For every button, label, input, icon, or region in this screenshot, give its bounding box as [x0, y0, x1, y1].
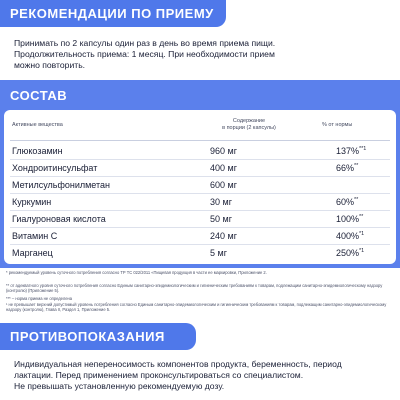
- norm-value: 400%: [336, 231, 360, 241]
- footnote: ** от адекватного уровня суточного потребления согласно Единым санитарно-эпидемиологическим и гигиеническим требованиям к товарам, подлежащим санитарно-эпидемиологическому надзору (контролю) (Приложение 5).: [6, 283, 383, 293]
- contraindications-line: Индивидуальная непереносимость компонентов продукта, беременность, период: [14, 359, 342, 369]
- table-row: [10, 228, 390, 245]
- table-row: [10, 143, 390, 160]
- table-row: [10, 245, 390, 262]
- table-row: [10, 177, 390, 194]
- ingredient-amount: 5 мг: [210, 248, 227, 258]
- contraindications-line: Не превышать установленную рекомендуемую дозу.: [14, 381, 225, 391]
- column-header-amount-line: в порции (2 капсулы): [222, 124, 276, 131]
- norm-footnote-mark: *1: [359, 248, 365, 254]
- contraindications-header: [0, 323, 196, 350]
- ingredient-name: Витамин С: [12, 231, 58, 241]
- norm-footnote-mark: **: [359, 214, 364, 220]
- ingredient-norm: [336, 197, 358, 207]
- ingredient-name: Хондроитинсульфат: [12, 163, 98, 173]
- column-header-amount-line: Содержание: [232, 118, 266, 124]
- norm-value: 250%: [336, 248, 360, 258]
- composition-title: СОСТАВ: [10, 87, 68, 103]
- table-row: [10, 211, 390, 228]
- ingredient-norm: [336, 163, 358, 173]
- ingredient-amount: 50 мг: [210, 214, 232, 224]
- ingredient-norm: [336, 214, 363, 224]
- norm-footnote-mark: **1: [359, 146, 367, 152]
- ingredient-name: Метилсульфонилметан: [12, 180, 110, 190]
- ingredient-amount: 240 мг: [210, 231, 237, 241]
- composition-header: [0, 80, 400, 110]
- contraindications-text: [14, 359, 386, 392]
- composition-panel: [0, 80, 400, 268]
- recommendations-line: можно повторить.: [14, 60, 86, 70]
- ingredient-name: Куркумин: [12, 197, 52, 207]
- norm-value: 60%: [336, 197, 355, 207]
- norm-footnote-mark: *1: [359, 231, 365, 237]
- recommendations-line: Продолжительность приема: 1 месяц. При необходимости прием: [14, 49, 275, 59]
- divider: [10, 140, 390, 141]
- column-header-name: Активные вещества: [12, 122, 63, 128]
- footnote: * рекомендуемый уровень суточного потребления согласно ТР ТС 022/2011 «Пищевая продукция в части ее маркировки, Приложение 2.: [6, 270, 267, 275]
- ingredient-amount: 600 мг: [210, 180, 237, 190]
- ingredient-name: Гиалуроновая кислота: [12, 214, 106, 224]
- recommendations-header: [0, 0, 226, 27]
- ingredient-name: Марганец: [12, 248, 53, 258]
- norm-footnote-mark: **: [354, 197, 359, 203]
- footnote: ¹ не превышает верхний допустимый уровень потребления согласно Единым санитарно-эпидемиологическим и гигиеническим требованиям к товарам, подлежащим санитарно-эпидемиологическому надзору (контролю), Глава II, Раздел 1, Приложение 5.: [6, 302, 387, 312]
- ingredient-amount: 960 мг: [210, 146, 237, 156]
- norm-footnote-mark: **: [354, 163, 359, 169]
- table-row: [10, 194, 390, 211]
- ingredient-norm: [336, 231, 364, 241]
- contraindications-title: ПРОТИВОПОКАЗАНИЯ: [10, 329, 165, 344]
- recommendations-line: Принимать по 2 капсулы один раз в день во время приема пищи.: [14, 38, 276, 48]
- ingredient-norm: [336, 146, 366, 156]
- recommendations-text: [14, 38, 386, 71]
- ingredient-amount: 30 мг: [210, 197, 232, 207]
- table-row: [10, 160, 390, 177]
- contraindications-line: лактации. Перед применением проконсультироваться со специалистом.: [14, 370, 304, 380]
- footnote: *** – норма приема не определена: [6, 296, 73, 301]
- recommendations-title: РЕКОМЕНДАЦИИ ПО ПРИЕМУ: [10, 6, 214, 21]
- ingredient-norm: [336, 248, 364, 258]
- composition-table: [4, 110, 396, 264]
- column-header-norm: % от нормы: [322, 122, 353, 128]
- norm-value: 100%: [336, 214, 360, 224]
- table-header: [4, 116, 396, 138]
- norm-value: 66%: [336, 163, 355, 173]
- ingredient-amount: 400 мг: [210, 163, 237, 173]
- column-header-amount: [204, 118, 294, 131]
- ingredient-name: Глюкозамин: [12, 146, 63, 156]
- norm-value: 137%: [336, 146, 360, 156]
